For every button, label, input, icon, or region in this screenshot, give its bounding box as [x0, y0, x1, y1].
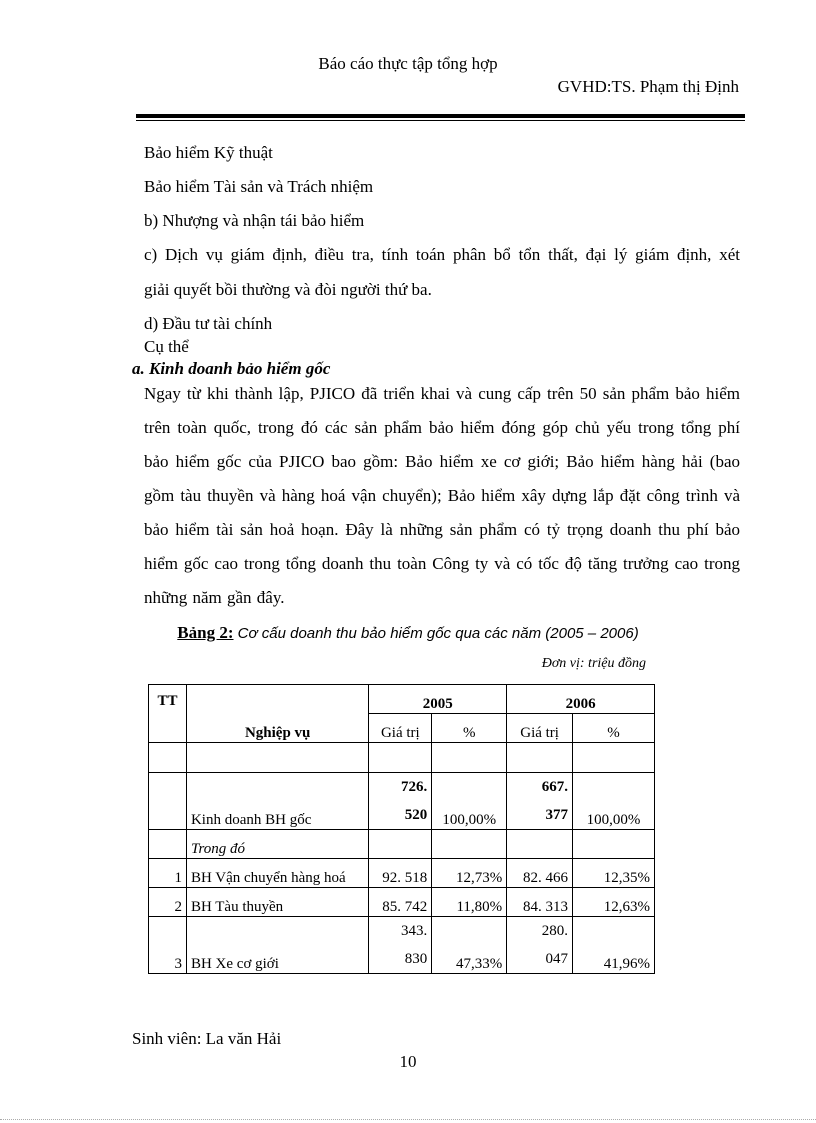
row-tt: 1	[149, 859, 187, 888]
header-tt: TT	[149, 685, 187, 743]
row-value-2005: 92. 518	[369, 859, 432, 888]
header-gia-tri-2006: Giá trị	[507, 714, 573, 743]
header-rule-thin	[136, 120, 745, 121]
table-row	[149, 888, 655, 917]
row-tt: 2	[149, 888, 187, 917]
body-line-3: b) Nhượng và nhận tái bảo hiểm	[144, 211, 365, 230]
total-percent-2005: 100,00%	[432, 773, 507, 830]
header-percent-2005: %	[432, 714, 507, 743]
header-percent-2006: %	[573, 714, 655, 743]
table-empty-row	[149, 743, 655, 773]
row-tt: 3	[149, 917, 187, 974]
row-value-2005: 343. 830	[369, 917, 432, 974]
body-line-7: Cụ thể	[144, 337, 189, 356]
supervisor-label: GVHD:TS. Phạm thị Định	[557, 77, 739, 96]
body-line-2: Bảo hiểm Tài sản và Trách nhiệm	[144, 177, 374, 196]
total-percent-2006: 100,00%	[573, 773, 655, 830]
trong-do-label: Trong đó	[186, 830, 368, 859]
total-value-2006: 667. 377	[507, 773, 573, 830]
table-caption-label: Bảng 2:	[177, 623, 234, 642]
table-caption	[0, 623, 816, 643]
table-caption-text: Cơ cấu doanh thu bảo hiểm gốc qua các năm (2005 – 2006)	[233, 625, 639, 642]
body-line-1: Bảo hiểm Kỹ thuật	[144, 143, 273, 162]
body-line-6: d) Đầu tư tài chính	[144, 314, 273, 333]
table-total-row	[149, 773, 655, 830]
header-year-2006: 2006	[507, 685, 655, 714]
table-header-row	[149, 685, 655, 714]
total-value-2005: 726. 520	[369, 773, 432, 830]
row-percent-2006: 12,35%	[573, 859, 655, 888]
row-name: BH Tàu thuyền	[186, 888, 368, 917]
table-row	[149, 859, 655, 888]
header-rule-thick	[136, 114, 745, 118]
row-value-2006: 82. 466	[507, 859, 573, 888]
section-heading: a. Kinh doanh bảo hiểm gốc	[132, 359, 331, 378]
row-value-2005: 85. 742	[369, 888, 432, 917]
body-line-5: giải quyết bồi thường và đòi người thứ ba.	[144, 280, 432, 299]
row-percent-2006: 41,96%	[573, 917, 655, 974]
student-name: Sinh viên: La văn Hải	[132, 1029, 282, 1048]
page-bottom-border	[0, 1119, 816, 1120]
total-label: Kinh doanh BH gốc	[186, 773, 368, 830]
row-percent-2005: 47,33%	[432, 917, 507, 974]
row-name: BH Vận chuyển hàng hoá	[186, 859, 368, 888]
header-nghiep-vu: Nghiệp vụ	[186, 685, 368, 743]
row-percent-2005: 12,73%	[432, 859, 507, 888]
table-row	[149, 917, 655, 974]
report-title: Báo cáo thực tập tổng hợp	[318, 54, 498, 73]
section-paragraph: Ngay từ khi thành lập, PJICO đã triển khai và cung cấp trên 50 sản phẩm bảo hiểm trên toàn quốc, trong đó các sản phẩm bảo hiểm đóng góp chủ yếu trong tổng phí bảo hiểm gốc của PJICO bao gồm: Bảo hiểm xe cơ giới; Bảo hiểm hàng hải (bao gồm tàu thuyền và hàng hoá vận chuyển); Bảo hiểm xây dựng lắp đặt công trình và bảo hiểm tài sản hoả hoạn. Đây là những sản phẩm có tỷ trọng doanh thu phí bảo hiểm gốc cao trong tổng doanh thu toàn Công ty và có tốc độ tăng trưởng cao trong những năm gần đây.	[144, 384, 740, 607]
table-unit: Đơn vị: triệu đồng	[541, 656, 646, 671]
row-value-2006: 84. 313	[507, 888, 573, 917]
row-value-2006: 280. 047	[507, 917, 573, 974]
row-percent-2005: 11,80%	[432, 888, 507, 917]
row-name: BH Xe cơ giới	[186, 917, 368, 974]
body-line-4: c) Dịch vụ giám định, điều tra, tính toán phân bổ tổn thất, đại lý giám định, xét	[144, 245, 740, 264]
header-year-2005: 2005	[369, 685, 507, 714]
revenue-table	[148, 684, 655, 974]
row-percent-2006: 12,63%	[573, 888, 655, 917]
table-trong-do-row	[149, 830, 655, 859]
page-number: 10	[399, 1052, 417, 1071]
header-gia-tri-2005: Giá trị	[369, 714, 432, 743]
